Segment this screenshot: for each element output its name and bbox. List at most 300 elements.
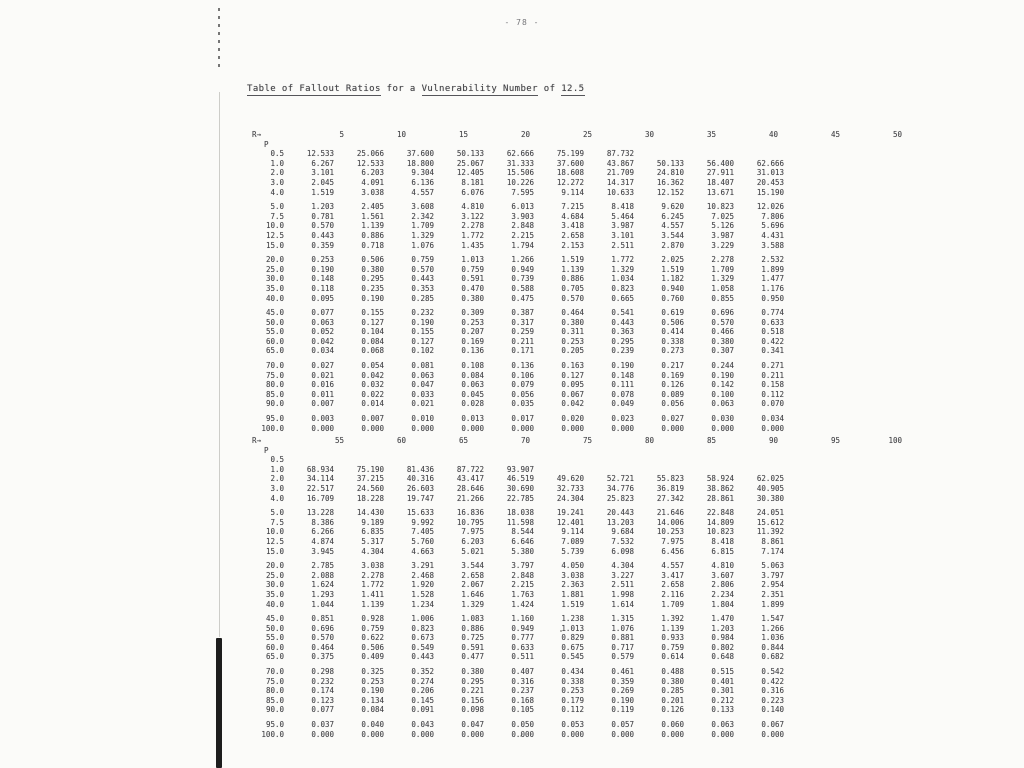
table-cell: 12.152: [656, 187, 684, 197]
table-cell: 0.010: [411, 414, 434, 424]
table-cell: 15.633: [406, 508, 434, 518]
table-cell: 0.077: [311, 705, 334, 715]
table-cell: 12.401: [556, 517, 584, 527]
table-cell: 15.612: [756, 517, 784, 527]
table-cell: 0.579: [611, 652, 634, 662]
table-cell: 2.278: [361, 570, 384, 580]
column-header: 25: [582, 130, 592, 139]
table-cell: 0.338: [661, 336, 684, 346]
corner-label: R→: [252, 436, 262, 445]
table-cell: 0.739: [511, 274, 534, 284]
table-cell: 21.709: [606, 168, 634, 178]
table-cell: 1.329: [461, 599, 484, 609]
column-header: 15: [458, 130, 468, 139]
table-cell: 0.285: [411, 293, 434, 303]
table-cell: 0.949: [511, 623, 534, 633]
row-label: 100.0: [261, 729, 284, 739]
table-cell: 1.238: [561, 614, 584, 624]
table-cell: 0.363: [611, 327, 634, 337]
table-cell: 0.040: [361, 720, 384, 730]
table-cell: 3.038: [561, 570, 584, 580]
table-cell: 0.205: [561, 346, 584, 356]
table-cell: 2.658: [661, 580, 684, 590]
table-cell: 4.304: [361, 546, 384, 556]
table-cell: 8.544: [511, 527, 534, 537]
table-cell: 3.608: [411, 202, 434, 212]
table-cell: 1.998: [611, 589, 634, 599]
table-cell: 6.013: [511, 202, 534, 212]
table-cell: 0.021: [411, 399, 434, 409]
row-label: 20.0: [265, 561, 284, 571]
row-label: 80.0: [265, 380, 284, 390]
table-cell: 5.464: [611, 211, 634, 221]
table-cell: 6.245: [661, 211, 684, 221]
table-cell: 4.810: [461, 202, 484, 212]
table-cell: 13.671: [706, 187, 734, 197]
table-cell: 25.823: [606, 493, 634, 503]
table-cell: 0.104: [361, 327, 384, 337]
table-cell: 0.098: [461, 705, 484, 715]
table-cell: 0.000: [711, 729, 734, 739]
table-cell: 0.000: [311, 423, 334, 433]
table-cell: 2.153: [561, 240, 584, 250]
table-cell: 0.380: [711, 336, 734, 346]
table-cell: 0.043: [411, 720, 434, 730]
table-cell: 1.036: [761, 633, 784, 643]
table-cell: 8.181: [461, 177, 484, 187]
table-cell: 0.506: [361, 642, 384, 652]
table-cell: 0.123: [311, 695, 334, 705]
table-cell: 5.021: [461, 546, 484, 556]
table-cell: 0.591: [461, 274, 484, 284]
table-cell: 7.532: [611, 536, 634, 546]
table-cell: 58.924: [706, 474, 734, 484]
table-cell: 1.794: [511, 240, 534, 250]
column-header: 60: [396, 436, 406, 445]
row-label: 0.5: [270, 149, 284, 159]
table-cell: 4.663: [411, 546, 434, 556]
table-cell: 2.870: [661, 240, 684, 250]
table-cell: 0.084: [361, 705, 384, 715]
table-cell: 0.211: [511, 336, 534, 346]
table-cell: 1.519: [311, 187, 334, 197]
table-cell: 0.112: [761, 389, 784, 399]
table-cell: 0.759: [361, 623, 384, 633]
table-cell: 0.201: [661, 695, 684, 705]
table-cell: 0.273: [661, 346, 684, 356]
table-row: [238, 508, 918, 518]
table-cell: 0.032: [361, 380, 384, 390]
table-cell: 0.545: [561, 652, 584, 662]
column-header: 70: [520, 436, 530, 445]
document-title: [247, 84, 585, 94]
table-cell: 0.017: [511, 414, 534, 424]
table-cell: 0.108: [461, 361, 484, 371]
table-cell: 0.190: [361, 686, 384, 696]
column-header: 100: [888, 436, 902, 445]
table-cell: 0.464: [561, 308, 584, 318]
table-cell: 38.862: [706, 483, 734, 493]
table-cell: 6.456: [661, 546, 684, 556]
table-cell: 0.237: [511, 686, 534, 696]
table-cell: 37.600: [556, 158, 584, 168]
table-cell: 4.431: [761, 230, 784, 240]
table-row: [238, 730, 918, 740]
table-cell: 1.392: [661, 614, 684, 624]
table-cell: 9.620: [661, 202, 684, 212]
column-header: 20: [520, 130, 530, 139]
table-cell: 0.057: [611, 720, 634, 730]
row-label: 40.0: [265, 293, 284, 303]
table-cell: 0.380: [661, 676, 684, 686]
table-cell: 55.823: [656, 474, 684, 484]
table-cell: 1.470: [711, 614, 734, 624]
table-cell: 1.013: [561, 623, 584, 633]
column-header: 40: [768, 130, 778, 139]
table-cell: 0.063: [711, 399, 734, 409]
table-cell: 0.407: [511, 667, 534, 677]
table-cell: 0.053: [561, 720, 584, 730]
row-label: 4.0: [270, 187, 284, 197]
table-cell: 0.084: [361, 336, 384, 346]
column-header: 85: [706, 436, 716, 445]
table-cell: 1.519: [661, 264, 684, 274]
table-cell: 4.810: [711, 561, 734, 571]
table-row: [238, 494, 918, 504]
table-cell: 1.203: [711, 623, 734, 633]
row-label: 0.5: [270, 455, 284, 465]
table-cell: 0.633: [761, 317, 784, 327]
row-label: 15.0: [265, 546, 284, 556]
table-cell: 0.253: [561, 336, 584, 346]
row-label: 25.0: [265, 264, 284, 274]
table-cell: 0.851: [311, 614, 334, 624]
table-cell: 3.418: [561, 221, 584, 231]
table-cell: 0.380: [561, 317, 584, 327]
table-cell: 0.777: [511, 633, 534, 643]
table-cell: 0.619: [661, 308, 684, 318]
table-cell: 0.068: [361, 346, 384, 356]
table-row: [238, 231, 918, 241]
table-cell: 28.861: [706, 493, 734, 503]
table-cell: 1.547: [761, 614, 784, 624]
table-cell: 0.127: [561, 370, 584, 380]
table-cell: 16.362: [656, 177, 684, 187]
table-cell: 0.119: [611, 705, 634, 715]
table-cell: 2.215: [511, 230, 534, 240]
table-cell: 2.088: [311, 570, 334, 580]
table-cell: 2.954: [761, 580, 784, 590]
scan-edge-bar-artifact: [216, 638, 222, 768]
table-row: [238, 255, 918, 265]
table-cell: 0.774: [761, 308, 784, 318]
row-label: 30.0: [265, 274, 284, 284]
row-label: 60.0: [265, 642, 284, 652]
table-cell: 9.992: [411, 517, 434, 527]
row-label: 7.5: [270, 211, 284, 221]
table-cell: 1.203: [311, 202, 334, 212]
table-cell: 0.158: [761, 380, 784, 390]
table-cell: 21.266: [456, 493, 484, 503]
table-cell: 0.886: [361, 230, 384, 240]
row-label: 15.0: [265, 240, 284, 250]
table-cell: 0.253: [461, 317, 484, 327]
table-cell: 3.797: [761, 570, 784, 580]
table-cell: 5.380: [511, 546, 534, 556]
table-cell: 5.739: [561, 546, 584, 556]
table-cell: 2.658: [461, 570, 484, 580]
row-label: 55.0: [265, 327, 284, 337]
row-label: 45.0: [265, 308, 284, 318]
table-row: [238, 590, 918, 600]
table-cell: 1.176: [761, 283, 784, 293]
table-cell: 0.206: [411, 686, 434, 696]
table-cell: 7.595: [511, 187, 534, 197]
column-header: 65: [458, 436, 468, 445]
table-cell: 0.118: [311, 283, 334, 293]
table-cell: 0.488: [661, 667, 684, 677]
table-cell: 43.417: [456, 474, 484, 484]
table-cell: 1.614: [611, 599, 634, 609]
row-label: 10.0: [265, 221, 284, 231]
table-cell: 1.329: [411, 230, 434, 240]
table-row: [238, 696, 918, 706]
table-cell: 6.203: [361, 168, 384, 178]
table-cell: 2.511: [611, 580, 634, 590]
table-cell: 0.984: [711, 633, 734, 643]
table-cell: 0.307: [711, 346, 734, 356]
table-cell: 0.239: [611, 346, 634, 356]
table-cell: 4.557: [661, 221, 684, 231]
table-cell: 0.823: [411, 623, 434, 633]
table-cell: 0.148: [611, 370, 634, 380]
table-cell: 0.940: [661, 283, 684, 293]
table-row: [238, 202, 918, 212]
table-cell: 0.221: [461, 686, 484, 696]
table-cell: 2.405: [361, 202, 384, 212]
table-cell: 0.223: [761, 695, 784, 705]
table-cell: 28.646: [456, 483, 484, 493]
title-segment: 12.5: [561, 84, 585, 94]
table-cell: 0.316: [761, 686, 784, 696]
table-cell: 0.881: [611, 633, 634, 643]
table-cell: 0.022: [361, 389, 384, 399]
table-cell: 16.836: [456, 508, 484, 518]
table-cell: 0.063: [461, 380, 484, 390]
table-cell: 20.453: [756, 177, 784, 187]
table-cell: 0.063: [311, 317, 334, 327]
table-cell: 0.515: [711, 667, 734, 677]
table-cell: 0.461: [611, 667, 634, 677]
table-cell: 0.886: [461, 623, 484, 633]
table-cell: 5.063: [761, 561, 784, 571]
table-cell: 0.409: [361, 652, 384, 662]
table-cell: 0.047: [411, 380, 434, 390]
table-cell: 2.363: [561, 580, 584, 590]
table-cell: 0.011: [311, 389, 334, 399]
table-cell: 3.607: [711, 570, 734, 580]
table-cell: 0.253: [561, 686, 584, 696]
table-cell: 7.025: [711, 211, 734, 221]
table-cell: 0.174: [311, 686, 334, 696]
table-cell: 37.600: [406, 149, 434, 159]
column-header: 95: [830, 436, 840, 445]
row-label: 75.0: [265, 370, 284, 380]
table-cell: 6.266: [311, 527, 334, 537]
table-cell: 0.003: [311, 414, 334, 424]
row-label: 3.0: [270, 177, 284, 187]
table-cell: 0.477: [461, 652, 484, 662]
table-cell: 31.013: [756, 168, 784, 178]
table-cell: 1.083: [461, 614, 484, 624]
table-cell: 0.295: [361, 274, 384, 284]
row-label: 25.0: [265, 570, 284, 580]
table-cell: 27.342: [656, 493, 684, 503]
table-cell: 1.160: [511, 614, 534, 624]
table-cell: 7.215: [561, 202, 584, 212]
table-cell: 0.933: [661, 633, 684, 643]
table-cell: 1.266: [511, 255, 534, 265]
table-cell: 10.633: [606, 187, 634, 197]
table-cell: 0.067: [561, 389, 584, 399]
table-cell: 0.056: [511, 389, 534, 399]
table-cell: 0.387: [511, 308, 534, 318]
table-cell: 0.033: [411, 389, 434, 399]
table-cell: 0.570: [411, 264, 434, 274]
table-cell: 3.417: [661, 570, 684, 580]
table-cell: 31.333: [506, 158, 534, 168]
table-cell: 0.207: [461, 327, 484, 337]
table-cell: 0.475: [511, 293, 534, 303]
table-cell: 3.544: [661, 230, 684, 240]
table-row: [238, 371, 918, 381]
table-cell: 3.038: [361, 187, 384, 197]
table-row: [238, 265, 918, 275]
table-cell: 1.139: [561, 264, 584, 274]
table-cell: 0.000: [361, 423, 384, 433]
table-cell: 0.000: [661, 423, 684, 433]
scan-edge-line-artifact: [219, 92, 220, 637]
table-cell: 22.517: [306, 483, 334, 493]
column-header: 55: [334, 436, 344, 445]
row-label: 5.0: [270, 202, 284, 212]
table-cell: 0.112: [561, 705, 584, 715]
table-cell: 0.886: [561, 274, 584, 284]
table-cell: 0.259: [511, 327, 534, 337]
table-cell: 1.519: [561, 255, 584, 265]
table-cell: 0.045: [461, 389, 484, 399]
table-cell: 0.301: [711, 686, 734, 696]
column-header: 35: [706, 130, 716, 139]
table-cell: 0.140: [761, 705, 784, 715]
table-cell: 0.518: [761, 327, 784, 337]
table-cell: 2.848: [511, 570, 534, 580]
table-cell: 0.506: [361, 255, 384, 265]
table-cell: 0.169: [661, 370, 684, 380]
table-cell: 0.380: [361, 264, 384, 274]
table-cell: 2.045: [311, 177, 334, 187]
table-cell: 50.133: [656, 158, 684, 168]
table-cell: 2.278: [461, 221, 484, 231]
table-cell: 7.975: [461, 527, 484, 537]
table-cell: 2.511: [611, 240, 634, 250]
table-cell: 0.271: [761, 361, 784, 371]
table-cell: 1.058: [711, 283, 734, 293]
table-cell: 18.407: [706, 177, 734, 187]
table-cell: 6.267: [311, 158, 334, 168]
table-cell: 0.443: [411, 652, 434, 662]
row-label: 75.0: [265, 676, 284, 686]
table-cell: 0.050: [511, 720, 534, 730]
table-cell: 1.772: [361, 580, 384, 590]
table-cell: 0.171: [511, 346, 534, 356]
table-row: [238, 380, 918, 390]
table-cell: 0.016: [311, 380, 334, 390]
table-cell: 1.182: [661, 274, 684, 284]
table-cell: 1.881: [561, 589, 584, 599]
table-cell: 0.155: [361, 308, 384, 318]
table-cell: 0.000: [611, 423, 634, 433]
table-cell: 1.899: [761, 264, 784, 274]
table-cell: 0.829: [561, 633, 584, 643]
table-cell: 1.139: [661, 623, 684, 633]
table-row: [238, 571, 918, 581]
table-cell: 0.359: [611, 676, 634, 686]
table-cell: 22.848: [706, 508, 734, 518]
table-cell: 2.116: [661, 589, 684, 599]
row-label: 95.0: [265, 414, 284, 424]
table-cell: 34.114: [306, 474, 334, 484]
table-cell: 0.081: [411, 361, 434, 371]
table-cell: 9.114: [561, 187, 584, 197]
table-cell: 2.215: [511, 580, 534, 590]
table-cell: 30.380: [756, 493, 784, 503]
table-cell: 0.056: [661, 399, 684, 409]
table-cell: 0.949: [511, 264, 534, 274]
table-cell: 0.317: [511, 317, 534, 327]
row-label: 12.5: [265, 536, 284, 546]
table-cell: 10.795: [456, 517, 484, 527]
title-segment: of: [537, 84, 562, 94]
table-cell: 0.000: [761, 729, 784, 739]
table-cell: 22.785: [506, 493, 534, 503]
table-cell: 62.666: [756, 158, 784, 168]
table-cell: 0.142: [711, 380, 734, 390]
table-cell: 0.100: [711, 389, 734, 399]
table-cell: 0.089: [661, 389, 684, 399]
table-cell: 0.148: [311, 274, 334, 284]
table-row: [238, 614, 918, 624]
table-cell: 0.718: [361, 240, 384, 250]
table-cell: 0.696: [711, 308, 734, 318]
table-cell: 0.023: [611, 414, 634, 424]
table-row: [238, 474, 918, 484]
table-cell: 3.544: [461, 561, 484, 571]
table-row: [238, 484, 918, 494]
row-label: 20.0: [265, 255, 284, 265]
table-cell: 0.443: [411, 274, 434, 284]
table-cell: 5.126: [711, 221, 734, 231]
table-cell: 0.077: [311, 308, 334, 318]
table-cell: 0.054: [361, 361, 384, 371]
table-cell: 24.810: [656, 168, 684, 178]
table-cell: 0.673: [411, 633, 434, 643]
table-row: [238, 149, 918, 159]
table-cell: 3.122: [461, 211, 484, 221]
binding-dash-artifact: [218, 8, 220, 70]
table-cell: 0.338: [561, 676, 584, 686]
table-cell: 0.067: [761, 720, 784, 730]
